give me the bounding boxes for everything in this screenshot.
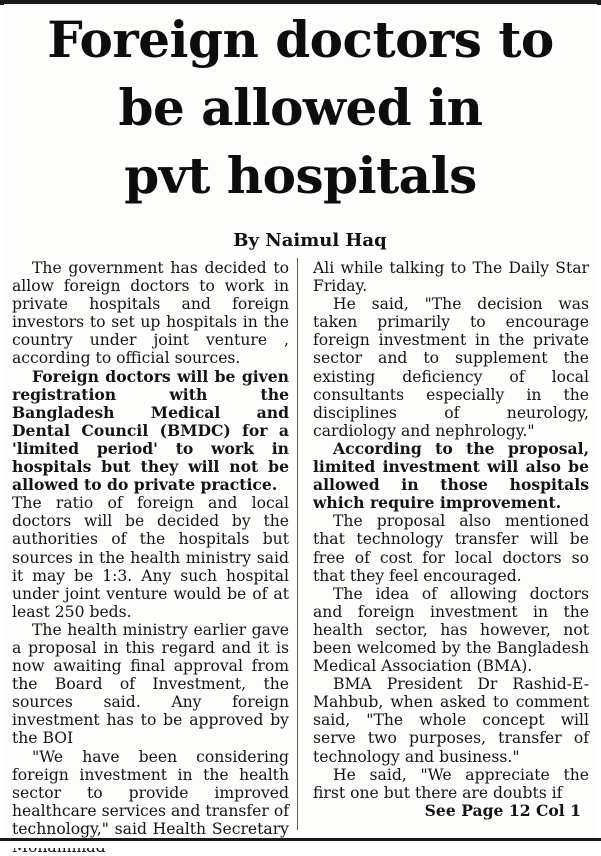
article-column-right [313, 259, 589, 820]
byline: By Naimul Haq [233, 230, 387, 251]
paragraph: The ratio of foreign and local doctors will be decided by the authorities of the hospitals but sources in the health ministry said it may be 1:3. Any such hospital under joint venture would be of at least 250 beds. [12, 494, 289, 621]
paragraph: "We have been considering foreign investment in the health sector to provide improved healthcare services and transfer of technology," said Health Secretary [12, 747, 289, 838]
paragraph: The idea of allowing doctors and foreign investment in the health sector, has however, not been welcomed by the Bangladesh Medical Association (BMA). [313, 584, 589, 676]
paragraph: He said, "We appreciate the first one but there are doubts if [313, 765, 589, 802]
paragraph: He said, "The decision was taken primarily to encourage foreign investment in the private sector and to supplement the existing deficiency of local consultants especially in the disciplines of neurology, cardiology and nephrology." [313, 295, 589, 440]
paragraph: The government has decided to allow foreign doctors to work in private hospitals and foreign investors to set up hospitals in the country under joint venture , according to official sources. [12, 259, 289, 368]
headline-line-3: pvt hospitals [124, 146, 477, 205]
paragraph: According to the proposal, limited investment will also be allowed in those hospitals which require improvement. [313, 438, 589, 513]
paragraph: BMA President Dr Rashid-E-Mahbub, when asked to comment said, "The whole concept will serve two purposes, transfer of technology and business." [313, 675, 589, 766]
article-column-left [12, 259, 289, 856]
continued-on-page-link[interactable]: See Page 12 Col 1 [424, 800, 581, 820]
bottom-rule [0, 838, 601, 848]
paragraph: Foreign doctors will be given registration with the Bangladesh Medical and Dental Council (BMDC) for a 'limited period' to work in hospitals but they will not be allowed to do private practice. [12, 366, 289, 495]
paragraph: The health ministry earlier gave a proposal in this regard and it is now awaiting final approval from the Board of Investment, the sources said. Any foreign investment has to be approved by the BOI [12, 620, 289, 748]
headline-line-2: be allowed in [118, 78, 483, 137]
column-divider [297, 258, 298, 830]
paragraph: The proposal also mentioned that technology transfer will be free of cost for local doctors so that they feel encouraged. [313, 512, 589, 585]
headline [0, 6, 601, 210]
paragraph: Ali while talking to The Daily Star Friday. [313, 259, 589, 296]
headline-line-1: Foreign doctors to [47, 10, 554, 69]
